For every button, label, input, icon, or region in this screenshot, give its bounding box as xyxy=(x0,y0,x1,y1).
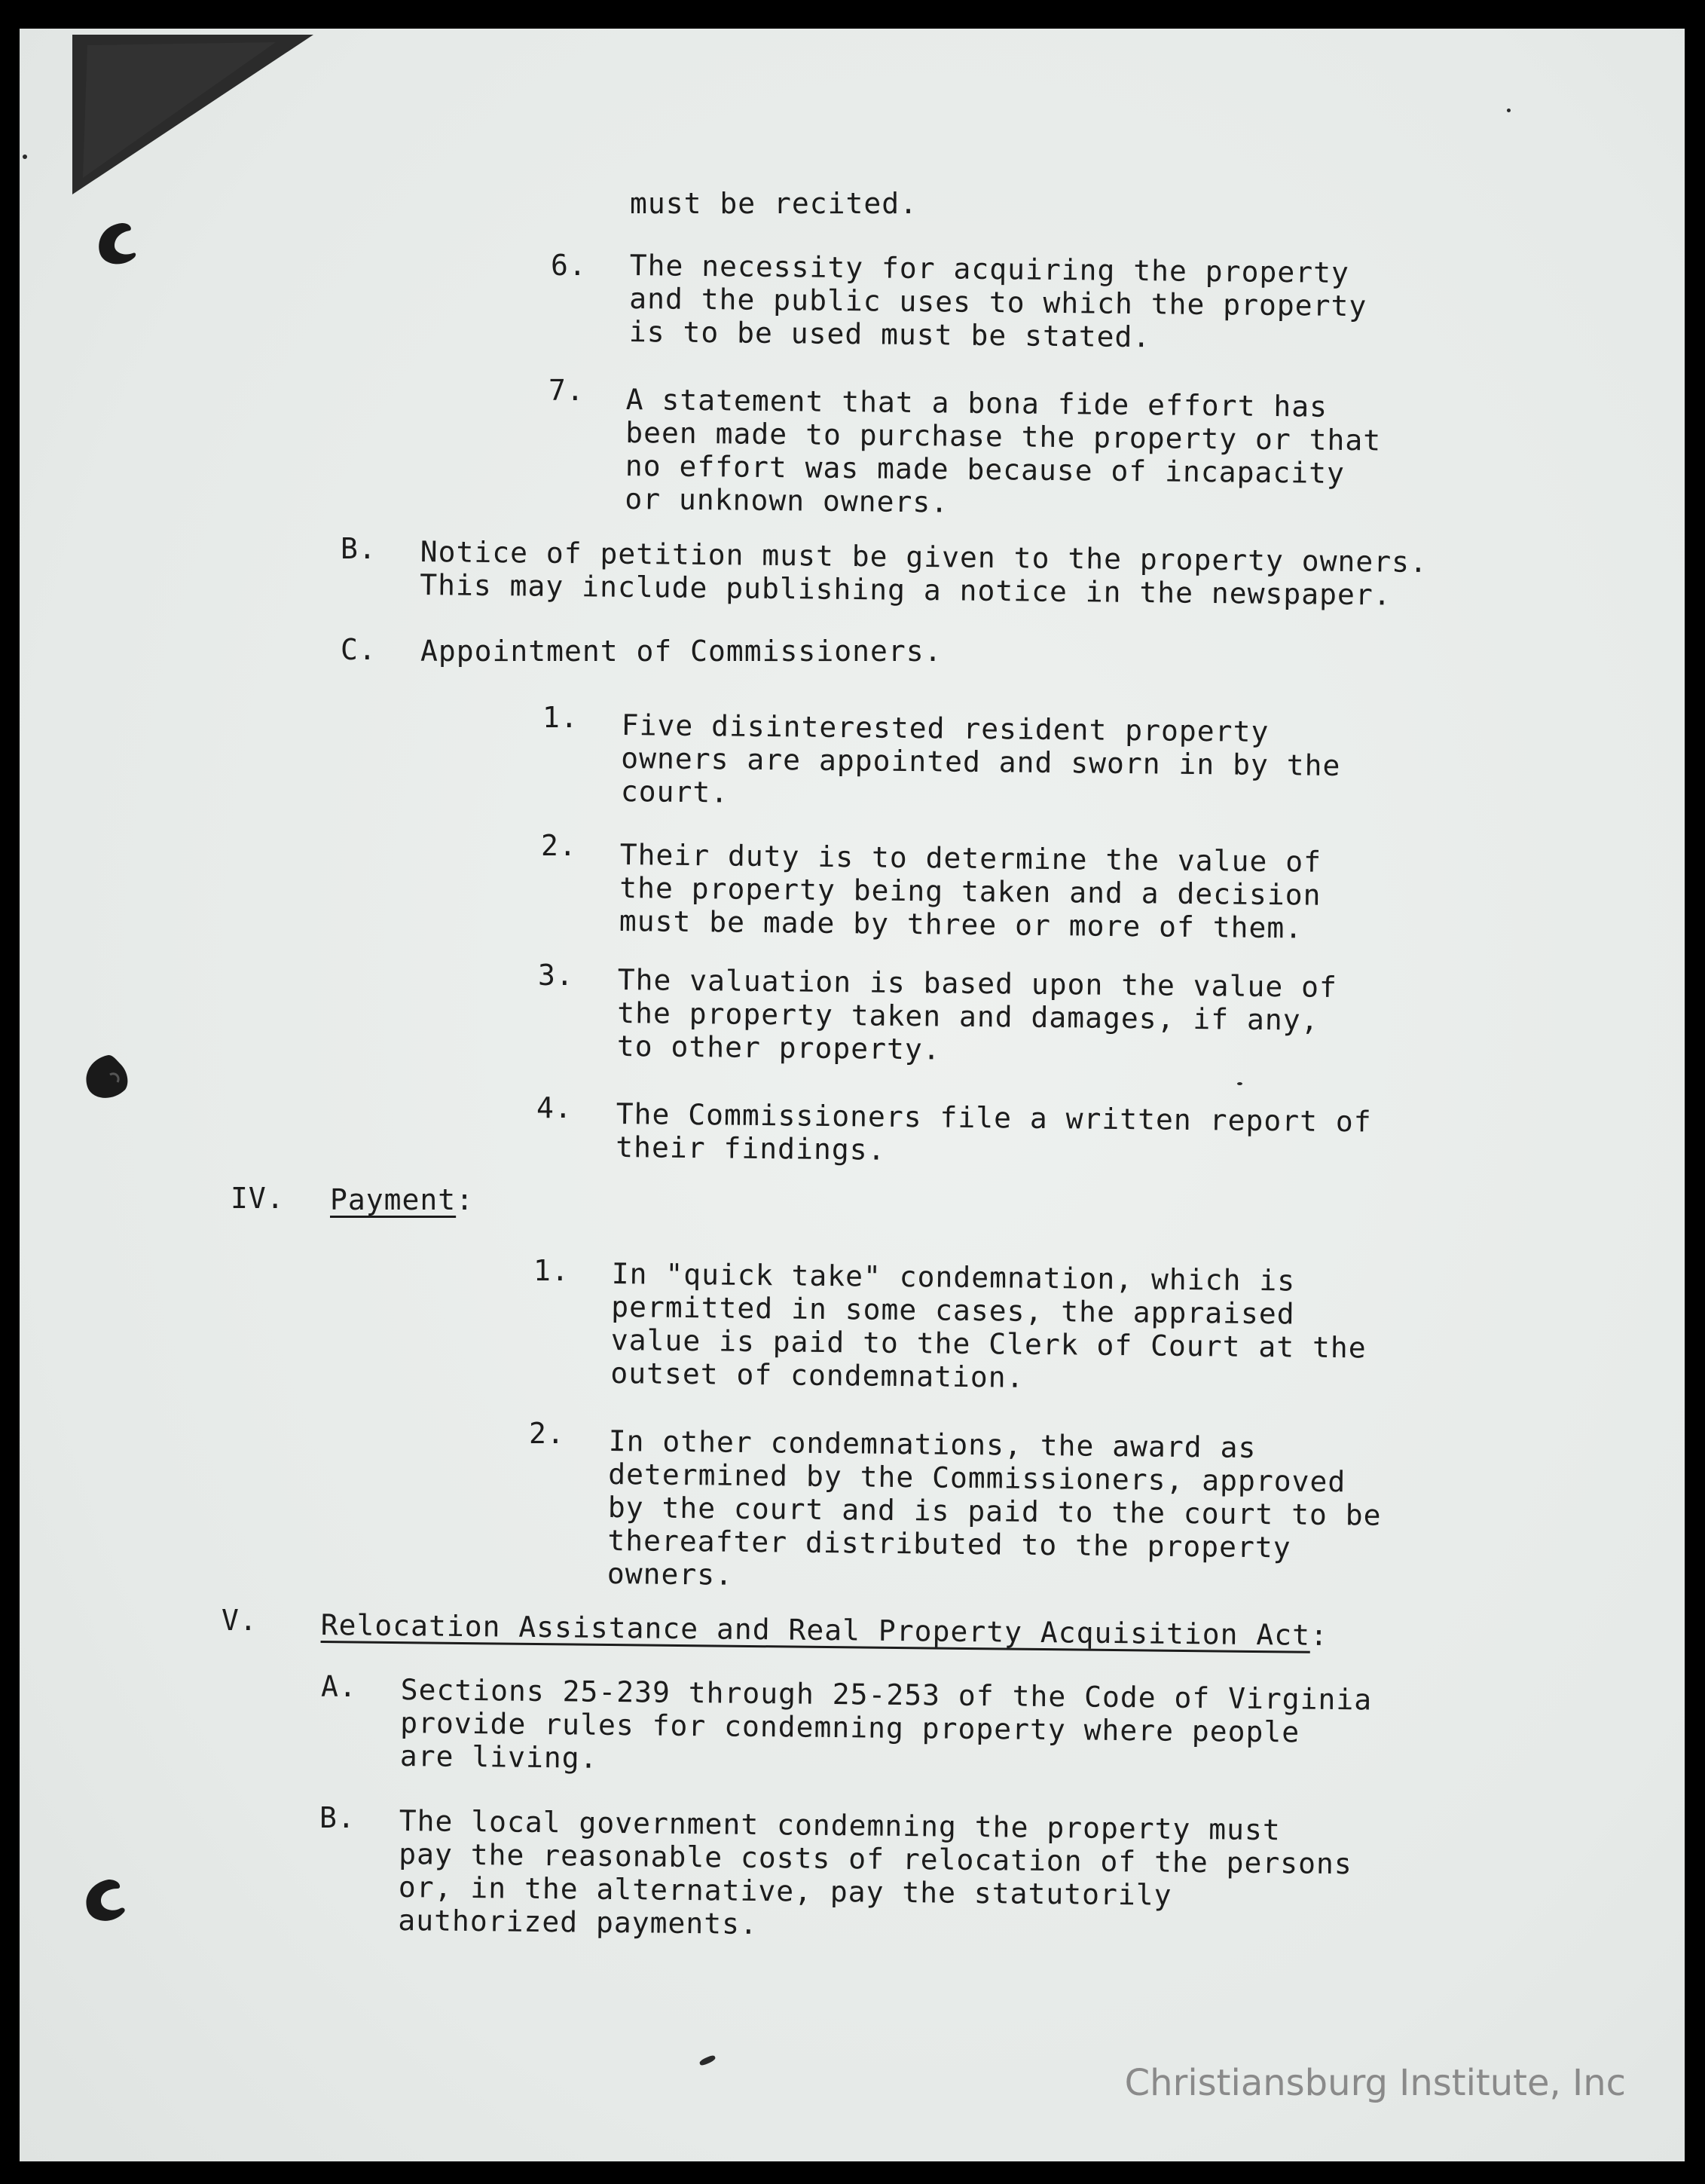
c-item-4-number: 4. xyxy=(536,1091,573,1124)
item-7-text: A statement that a bona fide effort has been made to purchase the property or that no effort was made because of incapacity or unknown owners. xyxy=(625,383,1382,519)
c-item-2-number: 2. xyxy=(541,829,577,862)
punch-hole-bottom-icon xyxy=(78,1875,131,1928)
section-v-b-text: The local government condemning the property must pay the reasonable costs of relocation of the persons or, in the alternative, pay the statutorily authorized payments. xyxy=(398,1804,1353,1941)
payment-item-1-text: In "quick take" condemnation, which is permitted in some cases, the appraised value is paid to the Clerk of Court at the outset of condemnation. xyxy=(610,1257,1367,1394)
section-iv-number: IV. xyxy=(231,1182,285,1215)
c-item-1-number: 1. xyxy=(542,701,579,734)
section-v-number: V. xyxy=(222,1604,258,1637)
section-v-b-letter: B. xyxy=(319,1801,356,1834)
punch-hole-top-icon xyxy=(92,219,145,271)
watermark-text: Christiansburg Institute, Inc xyxy=(1124,2062,1626,2104)
payment-item-2-text: In other condemnations, the award as determined by the Commissioners, approved by the court and is paid to the court to be thereafter distributed to the property owners. xyxy=(607,1424,1382,1592)
c-item-1-text: Five disinterested resident property owners are appointed and sworn in by the court. xyxy=(620,708,1341,809)
section-iv-title: Payment xyxy=(330,1183,457,1216)
speck-mark xyxy=(1237,1082,1242,1085)
section-c-letter: C. xyxy=(341,633,377,666)
section-b-letter: B. xyxy=(341,532,377,565)
section-v-title: Relocation Assistance and Real Property Acquisition Act xyxy=(320,1608,1311,1652)
c-item-3-text: The valuation is based upon the value of the property taken and damages, if any, to other property. xyxy=(616,963,1338,1066)
item-6-number: 6. xyxy=(551,249,587,282)
section-c-text: Appointment of Commissioners. xyxy=(420,635,943,668)
section-b-text: Notice of petition must be given to the property owners. This may include publishing a notice in the newspaper. xyxy=(420,535,1428,612)
item-7-number: 7. xyxy=(548,374,585,407)
payment-item-2-number: 2. xyxy=(529,1417,565,1450)
c-item-3-number: 3. xyxy=(538,959,574,992)
continued-line: must be recited. xyxy=(630,187,918,220)
punch-hole-middle-icon xyxy=(80,1052,133,1105)
payment-item-1-number: 1. xyxy=(533,1254,570,1287)
section-v-a-text: Sections 25-239 through 25-253 of the Code of Virginia provide rules for condemning property where people are living. xyxy=(399,1673,1373,1775)
speck-mark xyxy=(1507,109,1511,112)
c-item-4-text: The Commissioners file a written report of their findings. xyxy=(616,1097,1372,1167)
speck-mark xyxy=(23,154,27,159)
section-iv-colon: : xyxy=(456,1183,475,1216)
corner-mark-artifact xyxy=(72,35,313,194)
section-v-colon: : xyxy=(1309,1618,1329,1653)
item-6-text: The necessity for acquiring the property and the public uses to which the property is to be used must be stated. xyxy=(628,249,1367,354)
c-item-2-text: Their duty is to determine the value of the property being taken and a decision must be made by three or more of them. xyxy=(619,838,1322,945)
section-iv-heading xyxy=(330,1183,474,1216)
section-v-a-letter: A. xyxy=(321,1670,357,1703)
